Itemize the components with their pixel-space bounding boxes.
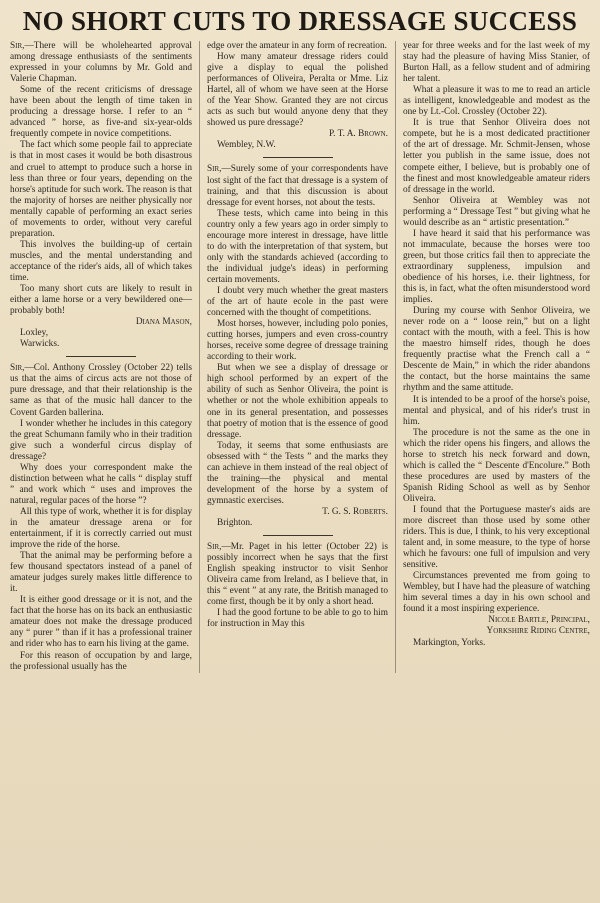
letter-signature: P. T. A. Brown.: [328, 129, 388, 140]
letter-paragraph: These tests, which came into being in this country only a few years ago in order simply to encourage more interest in dressage, have little to do with the interpretation of that system, but only with the standards achieved (according to the individual judge's ideas) in performing certain movements.: [207, 208, 388, 285]
headline: NO SHORT CUTS TO DRESSAGE SUCCESS: [22, 6, 578, 36]
letter-paragraph: What a pleasure it was to me to read an article as intelligent, knowledgeable and modest as the one by Lt.-Col. Crossley (October 22).: [403, 85, 590, 118]
salutation: Sir,: [10, 41, 25, 51]
letter-divider: [263, 157, 333, 158]
column-1: [10, 41, 200, 673]
letter-signature: Yorkshire Riding Centre,: [486, 626, 590, 637]
letter-paragraph: But when we see a display of dressage or high school performed by an expert of the ability of such as Senhor Oliveira, the point is whether or not the whole exhibition appeals to one in its general presentation, and possesses that poetry of motion that is the essence of good dressage.: [207, 363, 388, 440]
letter-paragraph: I wonder whether he includes in this category the great Schumann family who in their tradition give such a wonderful circus display of dressage?: [10, 418, 192, 462]
letter-paragraph: Too many short cuts are likely to result in either a lame horse or a very bewildered one—probably both!: [10, 284, 192, 317]
letter-paragraph: year for three weeks and for the last week of my stay had the pleasure of having Miss Stanier, of Burton Hall, as a fellow student and of admiring her talent.: [403, 41, 590, 85]
letter-place: Markington, Yorks.: [413, 637, 486, 648]
letter-paragraph: Some of the recent criticisms of dressage have been about the length of time taken in producing a dressage horse. I refer to an “ advanced ” horse, as five-and six-year-olds frequently compete in novice competitions.: [10, 85, 192, 140]
salutation: Sir,: [10, 363, 25, 374]
letter-paragraph: Why does your correspondent make the distinction between what he calls “ display stuff ” and work which “ uses and improves the natural, regular paces of the horse ”?: [10, 462, 192, 506]
letter-paragraph: During my course with Senhor Oliveira, we never rode on a “ loose rein,” but on a light contact with the mouth, with a feel. This is how the maestro himself rides, though he does frequently practise what the French call a “ Descente de Main,” in which the rider abandons the contact, but the horse maintains the same rhythm and the same attitude.: [403, 306, 590, 394]
letter-signature: Diana Mason,: [135, 317, 192, 328]
letter-paragraph: How many amateur dressage riders could give a display to equal the polished performances of Oliveira, Peralta or Mme. Liz Hartel, all of whom we have seen at the Horse of the Year Show. Granted they are not circus acts as such but would anyone deny that they showed us pure dressage?: [207, 52, 388, 129]
letter-paragraph: Sir,—Surely some of your correspondents have lost sight of the fact that dressage is a system of training, and that this discussion is about dressage for event horses, not about the tests.: [207, 164, 388, 208]
letter-divider: [263, 535, 333, 536]
column-3: [396, 41, 590, 673]
letter-paragraph: Most horses, however, including polo ponies, cutting horses, jumpers and even cross-country horses, receive some degree of dressage training according to their work.: [207, 319, 388, 363]
letter-paragraph: For this reason of occupation by and large, the professional usually has the: [10, 650, 192, 672]
letter-paragraph: edge over the amateur in any form of recreation.: [207, 41, 387, 51]
letter-place: Loxley,: [20, 328, 49, 339]
letter-paragraph: I found that the Portuguese master's aids are more discreet than those used by some other riders. This is due, I think, to his very exceptional talent and, in some measure, to the type of horse which he favours: one full of impulsion and very sensitive.: [403, 504, 590, 571]
letter-paragraph: It is true that Senhor Oliveira does not compete, but he is a most dedicated practitioner of the art of dressage. Mr. Schmit-Jensen, whose letter you publish in the same issue, does not compete either, I believe, but is probably one of the finest and most knowledgeable amateur riders of dressage in the world.: [403, 118, 590, 195]
letter-paragraph: All this type of work, whether it is for display in the amateur dressage arena or for entertainment, if it is correctly carried out must improve the ride of the horse.: [10, 506, 192, 551]
letter-divider: [66, 356, 136, 357]
letter-paragraph: The fact which some people fail to appreciate is that in most cases it would be both disastrous and cruel to attempt to produce such a horse in less than three or four years, depending on the horse's aptitude for such work. The reason is that the majority of horses are neither physically nor mentally capable of performing an exact series of movements to order, without very careful preparation.: [10, 140, 192, 239]
salutation: Sir,: [207, 164, 222, 175]
letter-paragraph: Sir,—There will be wholehearted approval among dressage enthusiasts of the sentiments expressed in your columns by Mr. Gold and Valerie Chapman.: [10, 41, 192, 85]
article-columns: [10, 41, 590, 673]
letter-paragraph: Sir,—Mr. Paget in his letter (October 22) is possibly incorrect when he says that the first English speaking instructor to visit Senhor Oliveira came from Ireland, as I believe that, in this “ event ” at any rate, the British managed to come first, though be it by only a short head.: [207, 542, 388, 608]
letter-paragraph: Senhor Oliveira at Wembley was not performing a “ Dressage Test ” but giving what he would describe as an “ artistic presentation.”: [403, 195, 590, 228]
letter-paragraph: That the animal may be performing before a few thousand spectators instead of a panel of amateur judges surely makes little difference to it.: [10, 551, 192, 595]
column-2: [200, 41, 396, 673]
letter-paragraph: The procedure is not the same as the one in which the rider opens his fingers, and allows the horse to stretch his neck forward and down, which is called the “ Descente d'Encolure.” Both these procedures are used by masters of the Spanish Riding School as well as by Senhor Oliveira.: [403, 427, 590, 504]
letter-paragraph: It is either good dressage or it is not, and the fact that the horse has on its back an enthusiastic amateur does not make the dressage produced any “ purer ” than if it has a professional trainer and rider who has to earn his living at the game.: [10, 595, 192, 650]
letter-paragraph: Today, it seems that some enthusiasts are obsessed with “ the Tests ” and the marks they can achieve in them instead of the real object of the training—the physical and mental development of the horse by a system of gymnastic exercises.: [207, 440, 388, 506]
letter-signature: T. G. S. Roberts.: [322, 506, 388, 517]
letter-paragraph: I had the good fortune to be able to go to him for instruction in May this: [207, 608, 388, 630]
letter-signature: Nicole Bartle, Principal,: [488, 615, 590, 626]
letter-paragraph: This involves the building-up of certain muscles, and the mental understanding and acceptance of the rider's aids, all of which takes time.: [10, 239, 192, 283]
letter-paragraph: I doubt very much whether the great masters of the art of haute ecole in the past were concerned with the thought of competitions.: [207, 285, 388, 319]
letter-paragraph: I have heard it said that his performance was not immaculate, because the horses were too green, but those critics fail then to appreciate the extraordinary suppleness, impulsion and obedience of his horses, i.e. their lightness, for this is, in fact, what the often misunderstood word implies.: [403, 228, 590, 306]
letter-place: Brighton.: [217, 517, 253, 528]
salutation: Sir,: [207, 542, 222, 553]
letter-paragraph: Circumstances prevented me from going to Wembley, but I have had the pleasure of watching him several times a day in his own school and found it a most inspiring experience.: [403, 571, 590, 615]
letter-place: Wembley, N.W.: [217, 140, 276, 151]
letter-place: Warwicks.: [20, 339, 60, 350]
letter-paragraph: It is intended to be a proof of the horse's poise, mental and physical, and of his rider's trust in him.: [403, 394, 590, 427]
letter-paragraph: Sir,—Col. Anthony Crossley (October 22) tells us that the aims of circus acts are not those of pure dressage, and that their relationship is the same as that of the music hall dancer to the Covent Garden ballerina.: [10, 363, 192, 418]
